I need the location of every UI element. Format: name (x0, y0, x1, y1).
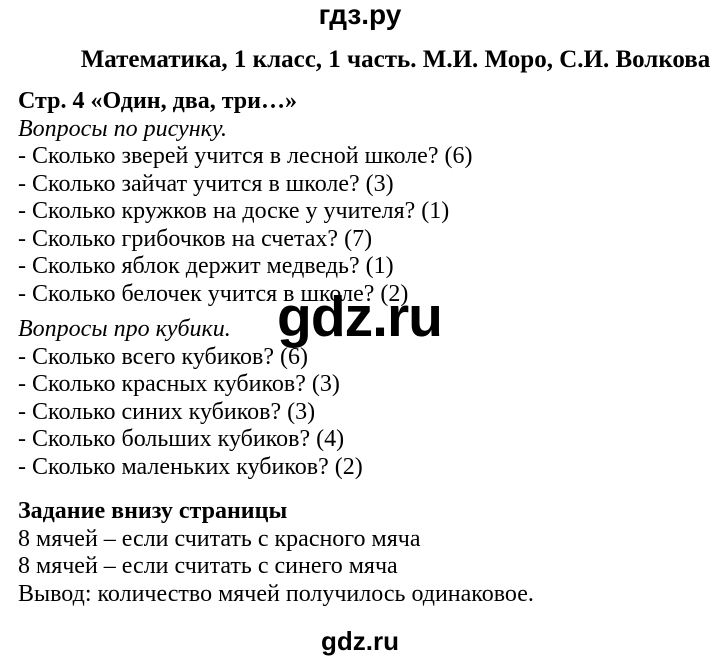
question-item: - Сколько синих кубиков? (3) (18, 398, 316, 425)
question-item: - Сколько больших кубиков? (4) (18, 426, 345, 452)
question-item: - Сколько красных кубиков? (3) (18, 371, 340, 397)
question-item: - Сколько зайчат учится в школе? (3) (18, 170, 394, 197)
site-logo-bottom: gdz.ru (321, 626, 399, 656)
bottom-task-section (18, 498, 720, 608)
question-item: - Сколько белочек учится в школе? (2) (18, 280, 409, 307)
question-item: - Сколько грибочков на счетах? (7) (18, 225, 373, 252)
section-picture-questions (18, 116, 720, 309)
question-item: - Сколько яблок держит медведь? (1) (18, 253, 394, 279)
task-line: 8 мячей – если считать с красного мяча (18, 525, 421, 552)
task-line: 8 мячей – если считать с синего мяча (18, 553, 398, 579)
page-heading: Стр. 4 «Один, два, три…» (18, 88, 297, 114)
question-item: - Сколько зверей учится в лесной школе? (6) (18, 143, 473, 169)
gdz-watermark: gdz.ru (277, 285, 442, 349)
task-heading: Задание внизу страницы (18, 498, 288, 524)
section-heading-picture: Вопросы по рисунку. (18, 115, 227, 142)
site-logo-top: гдз.ру (318, 0, 402, 30)
task-line: Вывод: количество мячей получилось одинаковое. (18, 580, 534, 607)
question-item: - Сколько всего кубиков? (6) (18, 343, 308, 370)
book-title: Математика, 1 класс, 1 часть. М.И. Моро, С.И. Волкова (80, 46, 711, 73)
question-item: - Сколько маленьких кубиков? (2) (18, 453, 363, 480)
section-heading-cubes: Вопросы про кубики. (18, 316, 231, 342)
question-item: - Сколько кружков на доске у учителя? (1) (18, 198, 450, 224)
